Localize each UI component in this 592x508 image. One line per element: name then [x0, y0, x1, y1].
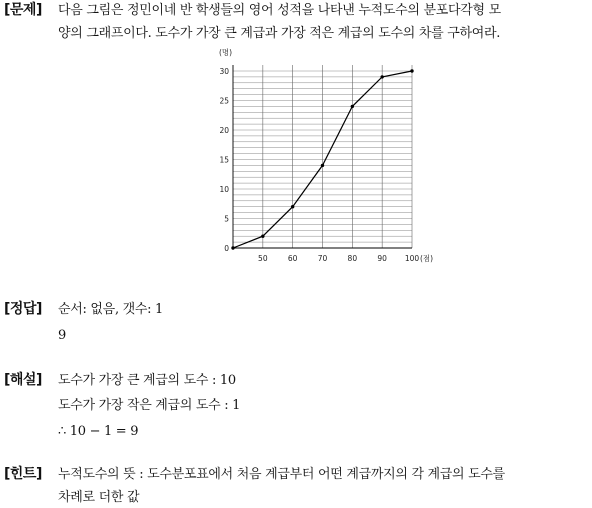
data-point [351, 105, 354, 108]
y-tick-label: 0 [224, 244, 229, 253]
data-point [291, 205, 294, 208]
chart-tick-labels [219, 47, 433, 263]
data-point [410, 69, 413, 72]
hint-line-2: 차례로 더한 값 [58, 490, 140, 505]
y-tick-label: 25 [219, 96, 229, 106]
hint-tag: [힌트] [4, 466, 42, 482]
answer-line-2: 9 [58, 328, 66, 343]
x-tick-label: 100 [404, 254, 420, 263]
x-axis-unit: (점) [420, 254, 434, 263]
data-point [321, 164, 324, 167]
y-axis-unit: (명) [219, 48, 233, 57]
solution-line-1: 도수가 가장 큰 계급의 도수 : 10 [58, 373, 236, 388]
problem-tag: [문제] [4, 2, 42, 18]
data-point [231, 246, 234, 249]
hint-line-1: 누적도수의 뜻 : 도수분포표에서 처음 계급부터 어떤 계급까지의 각 계급의 도수를 [58, 467, 505, 482]
x-tick-label: 60 [287, 254, 298, 263]
solution-line-3: ∴ 10 − 1 = 9 [58, 424, 139, 439]
y-tick-label: 5 [224, 214, 229, 224]
x-tick-label: 80 [347, 254, 358, 263]
problem-line-2: 양의 그래프이다. 도수가 가장 큰 계급과 가장 적은 계급의 도수의 차를 구하여라. [58, 26, 501, 41]
answer-tag: [정답] [4, 301, 42, 317]
y-tick-label: 15 [219, 155, 229, 165]
solution-tag: [해설] [4, 372, 42, 388]
chart-grid [233, 65, 412, 248]
problem-line-1: 다음 그림은 정민이네 반 학생들의 영어 성적을 나타낸 누적도수의 분포다각형 모 [58, 3, 501, 18]
y-tick-label: 10 [219, 185, 229, 194]
cumulative-frequency-polygon-chart [200, 44, 450, 266]
answer-line-1: 순서: 없음, 갯수: 1 [58, 302, 164, 317]
x-tick-label: 90 [377, 254, 387, 263]
x-tick-label: 50 [258, 254, 268, 263]
x-tick-label: 70 [317, 254, 328, 263]
solution-line-2: 도수가 가장 작은 계급의 도수 : 1 [58, 398, 241, 413]
data-point [261, 235, 264, 238]
data-point [380, 75, 383, 78]
y-tick-label: 20 [219, 126, 229, 135]
y-tick-label: 30 [219, 67, 229, 76]
